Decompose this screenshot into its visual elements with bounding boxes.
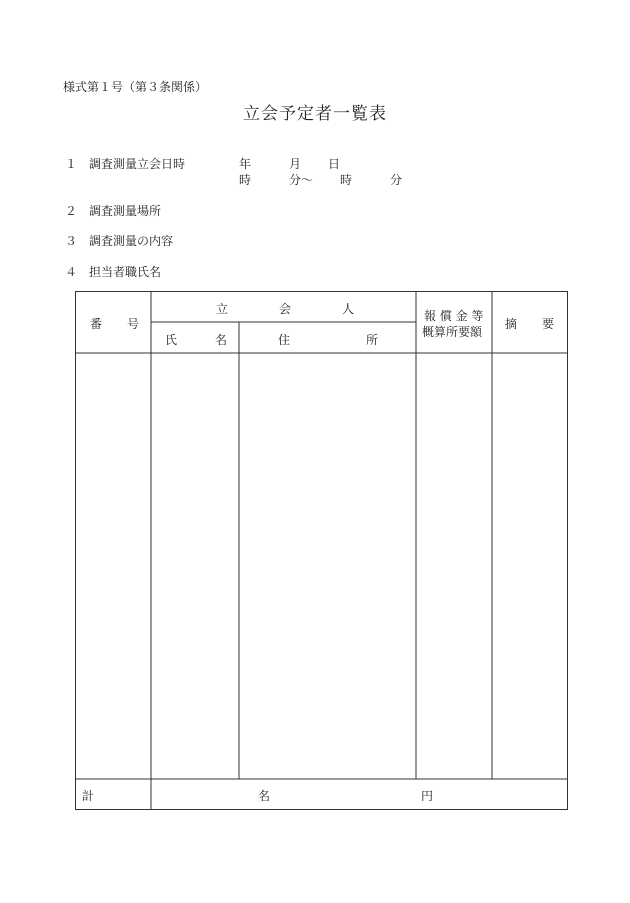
minute-end-label: 分 [390, 173, 403, 187]
hour-end-label: 時 [340, 173, 353, 187]
header-number-char2: 号 [127, 317, 140, 331]
header-remarks-char2: 要 [542, 317, 555, 331]
form-number: 様式第１号（第３条関係） [63, 80, 208, 94]
item-label-survey-location: 調査測量場所 [89, 204, 162, 218]
header-number-char1: 番 [90, 317, 103, 331]
header-compensation-line1: 報 償 金 等 [424, 309, 484, 323]
footer-count-unit: 名 [258, 789, 271, 803]
header-witness-char1: 立 [216, 302, 229, 316]
item-number: ４ [65, 265, 78, 279]
minute-start-label: 分～ [289, 173, 314, 187]
header-remarks-char1: 摘 [505, 317, 518, 331]
header-witness-char3: 人 [342, 302, 355, 316]
header-address-char2: 所 [366, 333, 379, 347]
item-label-survey-datetime: 調査測量立会日時 [89, 157, 186, 171]
header-witness-char2: 会 [279, 302, 292, 316]
header-name-char2: 名 [215, 333, 228, 347]
table-grid [75, 291, 568, 810]
footer-yen-unit: 円 [421, 789, 434, 803]
item-number: １ [65, 157, 78, 171]
hour-start-label: 時 [239, 173, 252, 187]
year-label: 年 [239, 157, 252, 171]
footer-total-label: 計 [82, 789, 95, 803]
day-label: 日 [328, 157, 341, 171]
header-compensation-line2: 概算所要額 [422, 325, 483, 339]
witness-table [75, 291, 568, 810]
month-label: 月 [289, 157, 302, 171]
item-number: ３ [65, 234, 78, 248]
header-address-char1: 住 [278, 333, 291, 347]
item-number: ２ [65, 204, 78, 218]
document-title: 立会予定者一覧表 [243, 104, 387, 124]
header-name-char1: 氏 [165, 333, 178, 347]
item-label-survey-content: 調査測量の内容 [89, 234, 174, 248]
item-label-staff-name: 担当者職氏名 [89, 265, 162, 279]
